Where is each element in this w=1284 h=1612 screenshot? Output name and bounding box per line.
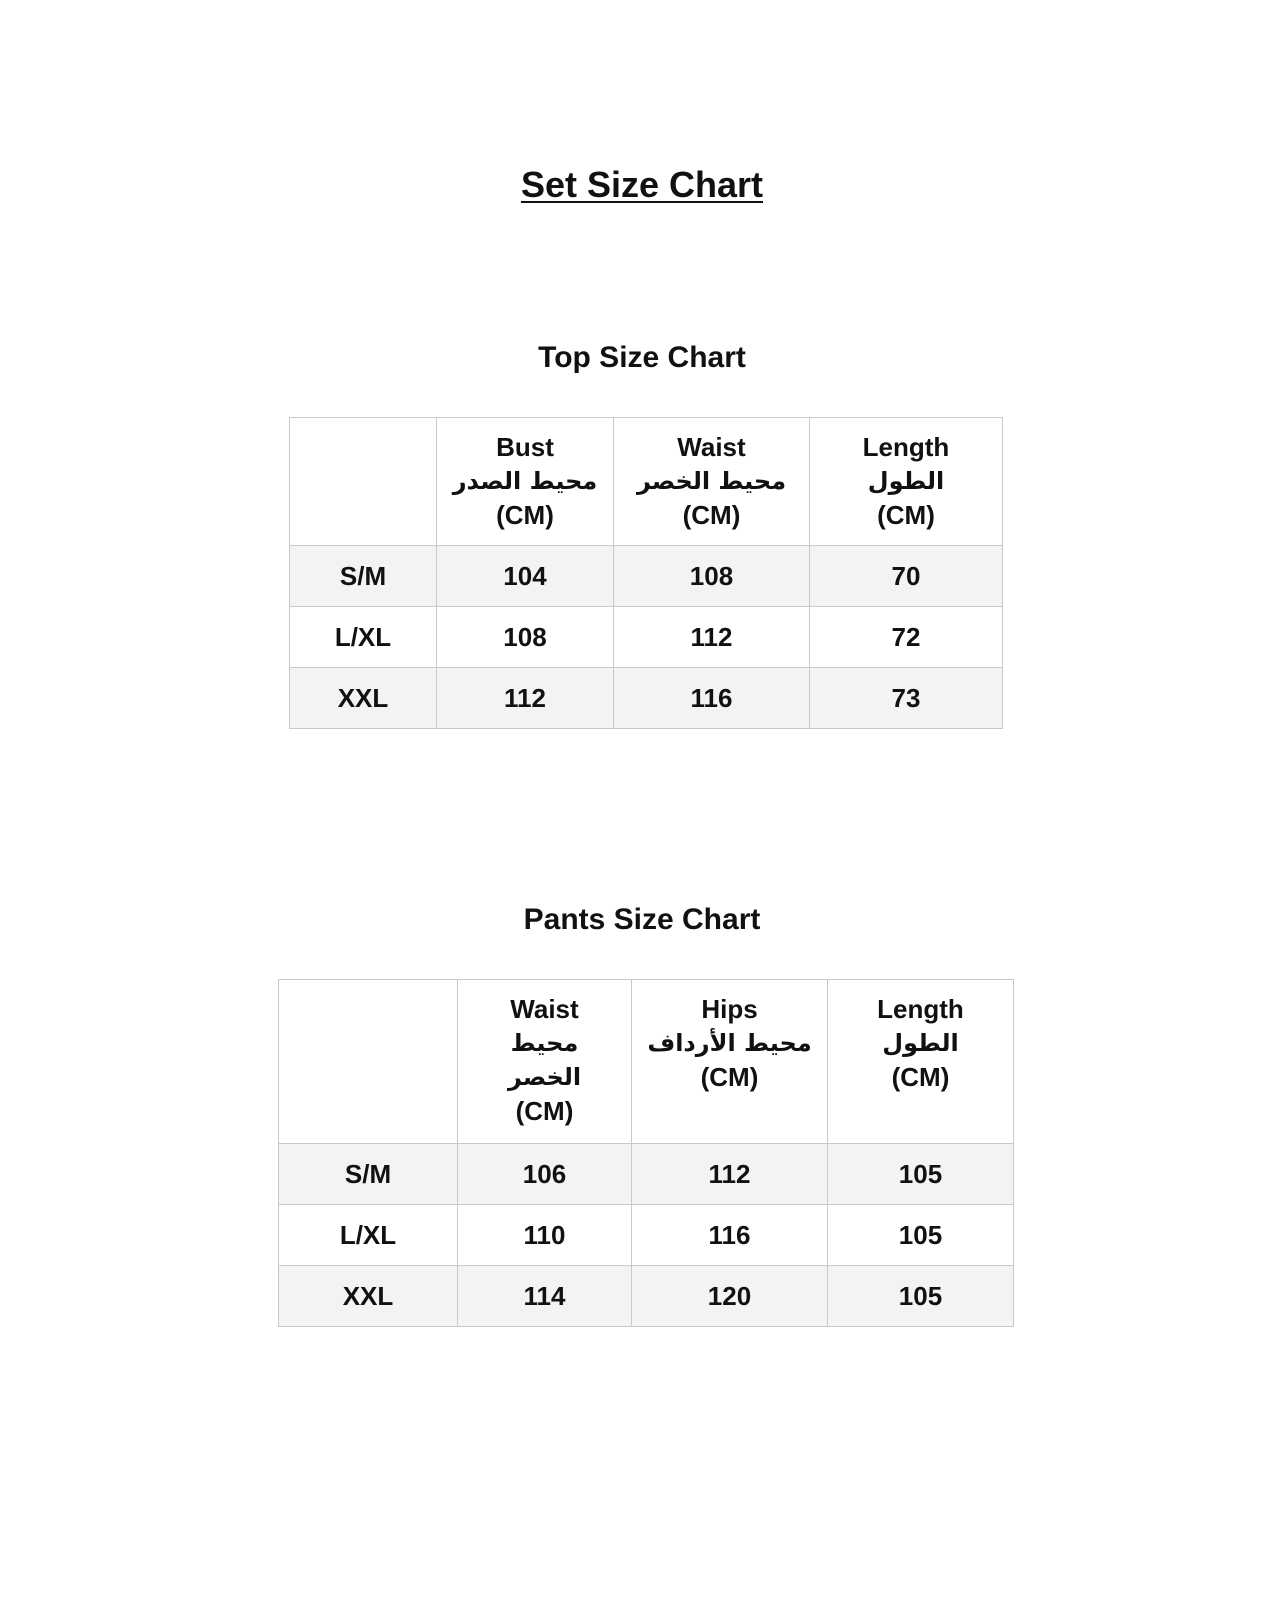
hips-cell: 112 (632, 1144, 828, 1205)
length-cell: 105 (828, 1205, 1014, 1266)
size-label-cell: XXL (279, 1266, 458, 1327)
page-title: Set Size Chart (520, 164, 764, 205)
length-cell: 105 (828, 1144, 1014, 1205)
waist-cell: 108 (614, 546, 810, 607)
header-cell-empty (279, 980, 458, 1144)
bust-cell: 108 (437, 607, 614, 668)
header-label-ar: الطول (882, 1029, 959, 1057)
header-label-ar: محيط (510, 1029, 579, 1057)
waist-cell: 116 (614, 668, 810, 729)
bust-cell: 104 (437, 546, 614, 607)
header-label-ar: محيط الخصر (636, 467, 787, 495)
header-label-ar: محيط الأرداف (647, 1029, 812, 1057)
header-unit: (CM) (700, 1062, 759, 1092)
table-row (279, 1144, 1014, 1205)
header-cell-length (828, 980, 1014, 1144)
header-label-en: Waist (510, 994, 579, 1024)
size-label-cell: S/M (290, 546, 437, 607)
table-row (279, 1205, 1014, 1266)
length-cell: 72 (810, 607, 1003, 668)
length-cell: 73 (810, 668, 1003, 729)
top-size-table (289, 417, 1003, 729)
header-unit: (CM) (515, 1096, 574, 1126)
header-unit: (CM) (877, 500, 935, 530)
header-label-ar-line2: الخصر (507, 1063, 582, 1091)
header-cell-bust (437, 418, 614, 546)
waist-cell: 114 (458, 1266, 632, 1327)
top-size-chart-title: Top Size Chart (538, 341, 746, 374)
waist-cell: 112 (614, 607, 810, 668)
table-row (290, 546, 1003, 607)
header-unit: (CM) (891, 1062, 950, 1092)
table-header-row (279, 980, 1014, 1144)
table-row (290, 668, 1003, 729)
pants-size-chart-title: Pants Size Chart (523, 903, 761, 936)
header-label-en: Length (862, 432, 950, 462)
hips-cell: 120 (632, 1266, 828, 1327)
header-label-en: Waist (677, 432, 746, 462)
header-cell-length (810, 418, 1003, 546)
length-cell: 105 (828, 1266, 1014, 1327)
header-label-ar: الطول (867, 467, 945, 495)
header-label-ar: محيط الصدر (452, 467, 598, 495)
header-unit: (CM) (682, 500, 741, 530)
header-label-en: Hips (701, 994, 758, 1024)
header-label-en: Bust (496, 432, 554, 462)
hips-cell: 116 (632, 1205, 828, 1266)
pants-size-table (278, 979, 1014, 1327)
size-label-cell: L/XL (279, 1205, 458, 1266)
header-cell-hips (632, 980, 828, 1144)
table-header-row (290, 418, 1003, 546)
length-cell: 70 (810, 546, 1003, 607)
header-cell-waist (458, 980, 632, 1144)
waist-cell: 110 (458, 1205, 632, 1266)
table-row (290, 607, 1003, 668)
header-cell-waist (614, 418, 810, 546)
header-label-en: Length (877, 994, 964, 1024)
size-label-cell: XXL (290, 668, 437, 729)
size-label-cell: L/XL (290, 607, 437, 668)
bust-cell: 112 (437, 668, 614, 729)
waist-cell: 106 (458, 1144, 632, 1205)
header-cell-empty (290, 418, 437, 546)
header-unit: (CM) (496, 500, 554, 530)
size-label-cell: S/M (279, 1144, 458, 1205)
table-row (279, 1266, 1014, 1327)
